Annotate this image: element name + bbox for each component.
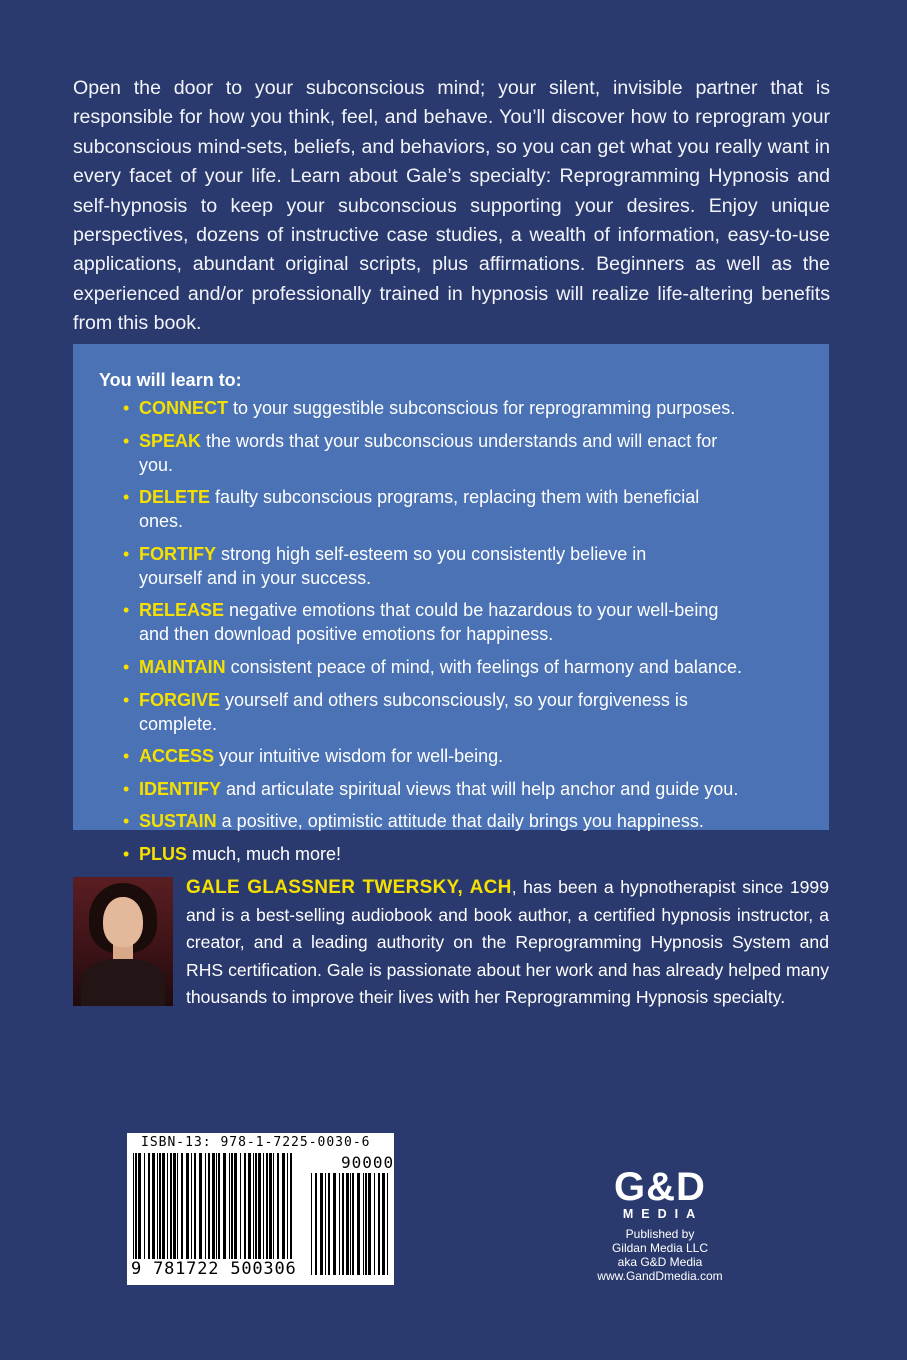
- author-bio-text: , has been a hypnotherapist since 1999 and is a best-selling audiobook and book author, a certified hypnosis instructor, a creator, and a leading authority on the Reprogramming Hypnosis System and RHS certification. Gale is passionate about her work and has already helped many thousands to improve their lives with her Reprogramming Hypnosis specialty.: [186, 877, 829, 1007]
- author-name: GALE GLASSNER TWERSKY, ACH: [186, 877, 512, 898]
- learn-keyword: CONNECT: [139, 398, 228, 418]
- barcode-bar: [216, 1153, 217, 1275]
- isbn-barcode: [127, 1133, 394, 1285]
- bullet-icon: •: [123, 689, 130, 710]
- learn-text: and articulate spiritual views that will help anchor and guide you.: [221, 778, 739, 799]
- barcode-bar: [387, 1173, 388, 1275]
- publisher-line: Gildan Media LLC: [611, 1241, 709, 1255]
- barcode-bar: [325, 1173, 326, 1275]
- barcode-bar: [263, 1153, 264, 1275]
- bullet-icon: •: [123, 487, 130, 508]
- barcode-bar: [277, 1153, 279, 1275]
- learn-text: consistent peace of mind, with feelings of harmony and balance.: [225, 656, 742, 677]
- intro-paragraph: Open the door to your subconscious mind; your silent, invisible partner that is responsible for how you think, feel, and behave. You’ll discover how to reprogram your subconscious mind-sets, beliefs, and behaviors, so you can get what you really want in every facet of your life. Learn about Gale’s specialty: Reprogramming Hypnosis and self-hypnosis to keep your subconscious supporting your desires. Enjoy unique perspectives, dozens of instructive case studies, a wealth of information, easy-to-use applications, abundant original scripts, plus affirmations. Beginners as well as the experienced and/or professionally trained in hypnosis will realize life-altering benefits from this book.: [73, 77, 830, 335]
- learn-keyword: MAINTAIN: [139, 656, 226, 677]
- barcode-bar: [234, 1153, 237, 1275]
- barcode-bar: [328, 1173, 330, 1275]
- barcode-bar: [269, 1153, 272, 1275]
- barcode-bar: [244, 1153, 246, 1275]
- barcode-bar: [378, 1173, 380, 1275]
- learn-text: strong high self-esteem so you consistently believe in yourself and in your success.: [139, 543, 647, 588]
- publisher-line: aka G&D Media: [617, 1255, 703, 1269]
- barcode-bar: [218, 1153, 220, 1275]
- author-bio: [186, 874, 829, 1012]
- barcode-bar: [352, 1173, 354, 1275]
- learn-keyword: FORGIVE: [139, 689, 221, 710]
- barcode-bar: [287, 1153, 288, 1275]
- barcode-bar: [167, 1153, 168, 1275]
- publisher-info: [580, 1227, 740, 1283]
- barcode-bar: [273, 1153, 274, 1275]
- barcode-bar: [170, 1153, 172, 1275]
- author-face: [103, 897, 143, 947]
- publisher-block: [580, 1165, 740, 1283]
- barcode-bar: [133, 1153, 134, 1275]
- learn-list: [123, 396, 803, 866]
- barcode-bar: [231, 1153, 233, 1275]
- barcode-bar: [177, 1153, 178, 1275]
- bullet-icon: •: [123, 398, 130, 418]
- barcode-bar: [157, 1153, 158, 1275]
- learn-keyword: IDENTIFY: [139, 778, 222, 799]
- barcode-bar: [266, 1153, 268, 1275]
- learn-item: [123, 542, 683, 590]
- barcode-bar: [282, 1153, 285, 1275]
- bullet-icon: •: [123, 746, 130, 767]
- barcode-bar: [258, 1153, 261, 1275]
- barcode-bar: [148, 1153, 150, 1275]
- bullet-icon: •: [123, 430, 130, 451]
- bullet-icon: •: [123, 843, 130, 864]
- barcode-bar: [173, 1153, 176, 1275]
- bullet-icon: •: [123, 811, 130, 832]
- learn-item: [123, 429, 743, 477]
- barcode-bar: [311, 1173, 312, 1275]
- bullet-icon: •: [123, 656, 130, 677]
- barcode-bar: [223, 1153, 226, 1275]
- learn-item: [123, 688, 743, 736]
- barcode-bar: [229, 1153, 230, 1275]
- learn-text: faulty subconscious programs, replacing them with beneficial ones.: [139, 487, 700, 532]
- barcode-bar: [363, 1173, 364, 1275]
- learn-keyword: RELEASE: [139, 600, 225, 621]
- learn-item: [123, 598, 723, 646]
- barcode-bar: [152, 1153, 155, 1275]
- learn-box: [73, 344, 829, 864]
- barcode-bar: [191, 1153, 192, 1275]
- isbn-label: ISBN-13: 978-1-7225-0030-6: [141, 1135, 371, 1150]
- publisher-logo: G&D: [614, 1165, 706, 1209]
- barcode-bar: [290, 1153, 292, 1275]
- learn-text: your intuitive wisdom for well-being.: [214, 746, 504, 767]
- publisher-url: www.GandDmedia.com: [597, 1269, 723, 1283]
- barcode-bar: [382, 1173, 385, 1275]
- bullet-icon: •: [123, 543, 130, 564]
- barcode-bar: [357, 1173, 360, 1275]
- barcode-bar: [208, 1153, 210, 1275]
- barcode-bar: [333, 1173, 336, 1275]
- publisher-line: Published by: [625, 1227, 695, 1241]
- bullet-icon: •: [123, 778, 130, 799]
- barcode-bar: [315, 1173, 317, 1275]
- learn-item: [123, 396, 743, 420]
- barcode-bar: [162, 1153, 165, 1275]
- learn-item: [123, 842, 743, 866]
- learn-text: negative emotions that could be hazardous to your well-being and then download positive emotions for happiness.: [139, 600, 719, 645]
- learn-item: [123, 809, 743, 833]
- learn-item: [123, 744, 743, 768]
- barcode-bar: [135, 1153, 137, 1275]
- learn-item: [123, 777, 743, 801]
- barcode-bar: [194, 1153, 196, 1275]
- publisher-logo-sub: MEDIA: [622, 1207, 704, 1221]
- learn-text: yourself and others subconsciously, so your forgiveness is complete.: [139, 689, 688, 734]
- learn-keyword: SUSTAIN: [139, 811, 217, 832]
- bullet-icon: •: [123, 600, 130, 621]
- barcode-bar: [212, 1153, 215, 1275]
- barcode-bar: [350, 1173, 351, 1275]
- barcode-bar: [320, 1173, 323, 1275]
- barcode-bar: [186, 1153, 189, 1275]
- learn-keyword: SPEAK: [139, 430, 202, 451]
- learn-text: to your suggestible subconscious for reprogramming purposes.: [228, 398, 736, 418]
- author-photo: [73, 877, 173, 1006]
- barcode-bar: [205, 1153, 206, 1275]
- barcode-bar: [342, 1173, 344, 1275]
- barcode-bar: [144, 1153, 145, 1275]
- barcode-bar: [368, 1173, 371, 1275]
- learn-item: [123, 485, 743, 533]
- learn-keyword: DELETE: [139, 487, 211, 508]
- barcode-bar: [248, 1153, 251, 1275]
- barcode-bar: [374, 1173, 375, 1275]
- barcode-bar: [159, 1153, 161, 1275]
- ean-digits: 9 781722 500306: [131, 1259, 297, 1279]
- learn-keyword: PLUS: [139, 843, 188, 864]
- learn-text: the words that your subconscious understands and will enact for you.: [139, 430, 718, 475]
- price-code: 90000: [341, 1153, 395, 1172]
- learn-item: [123, 655, 743, 679]
- barcode-bar: [240, 1153, 241, 1275]
- author-body: [81, 959, 165, 1006]
- barcode-bar: [253, 1153, 254, 1275]
- barcode-bar: [339, 1173, 340, 1275]
- barcode-bar: [346, 1173, 349, 1275]
- barcode-bar: [199, 1153, 202, 1275]
- barcode-bar: [255, 1153, 257, 1275]
- barcode-bar: [365, 1173, 367, 1275]
- learn-keyword: FORTIFY: [139, 543, 216, 564]
- learn-text: a positive, optimistic attitude that daily brings you happiness.: [216, 811, 704, 832]
- barcode-bar: [138, 1153, 141, 1275]
- learn-keyword: ACCESS: [139, 746, 215, 767]
- learn-text: much, much more!: [187, 843, 342, 864]
- learn-title: You will learn to:: [99, 370, 242, 390]
- barcode-bar: [181, 1153, 183, 1275]
